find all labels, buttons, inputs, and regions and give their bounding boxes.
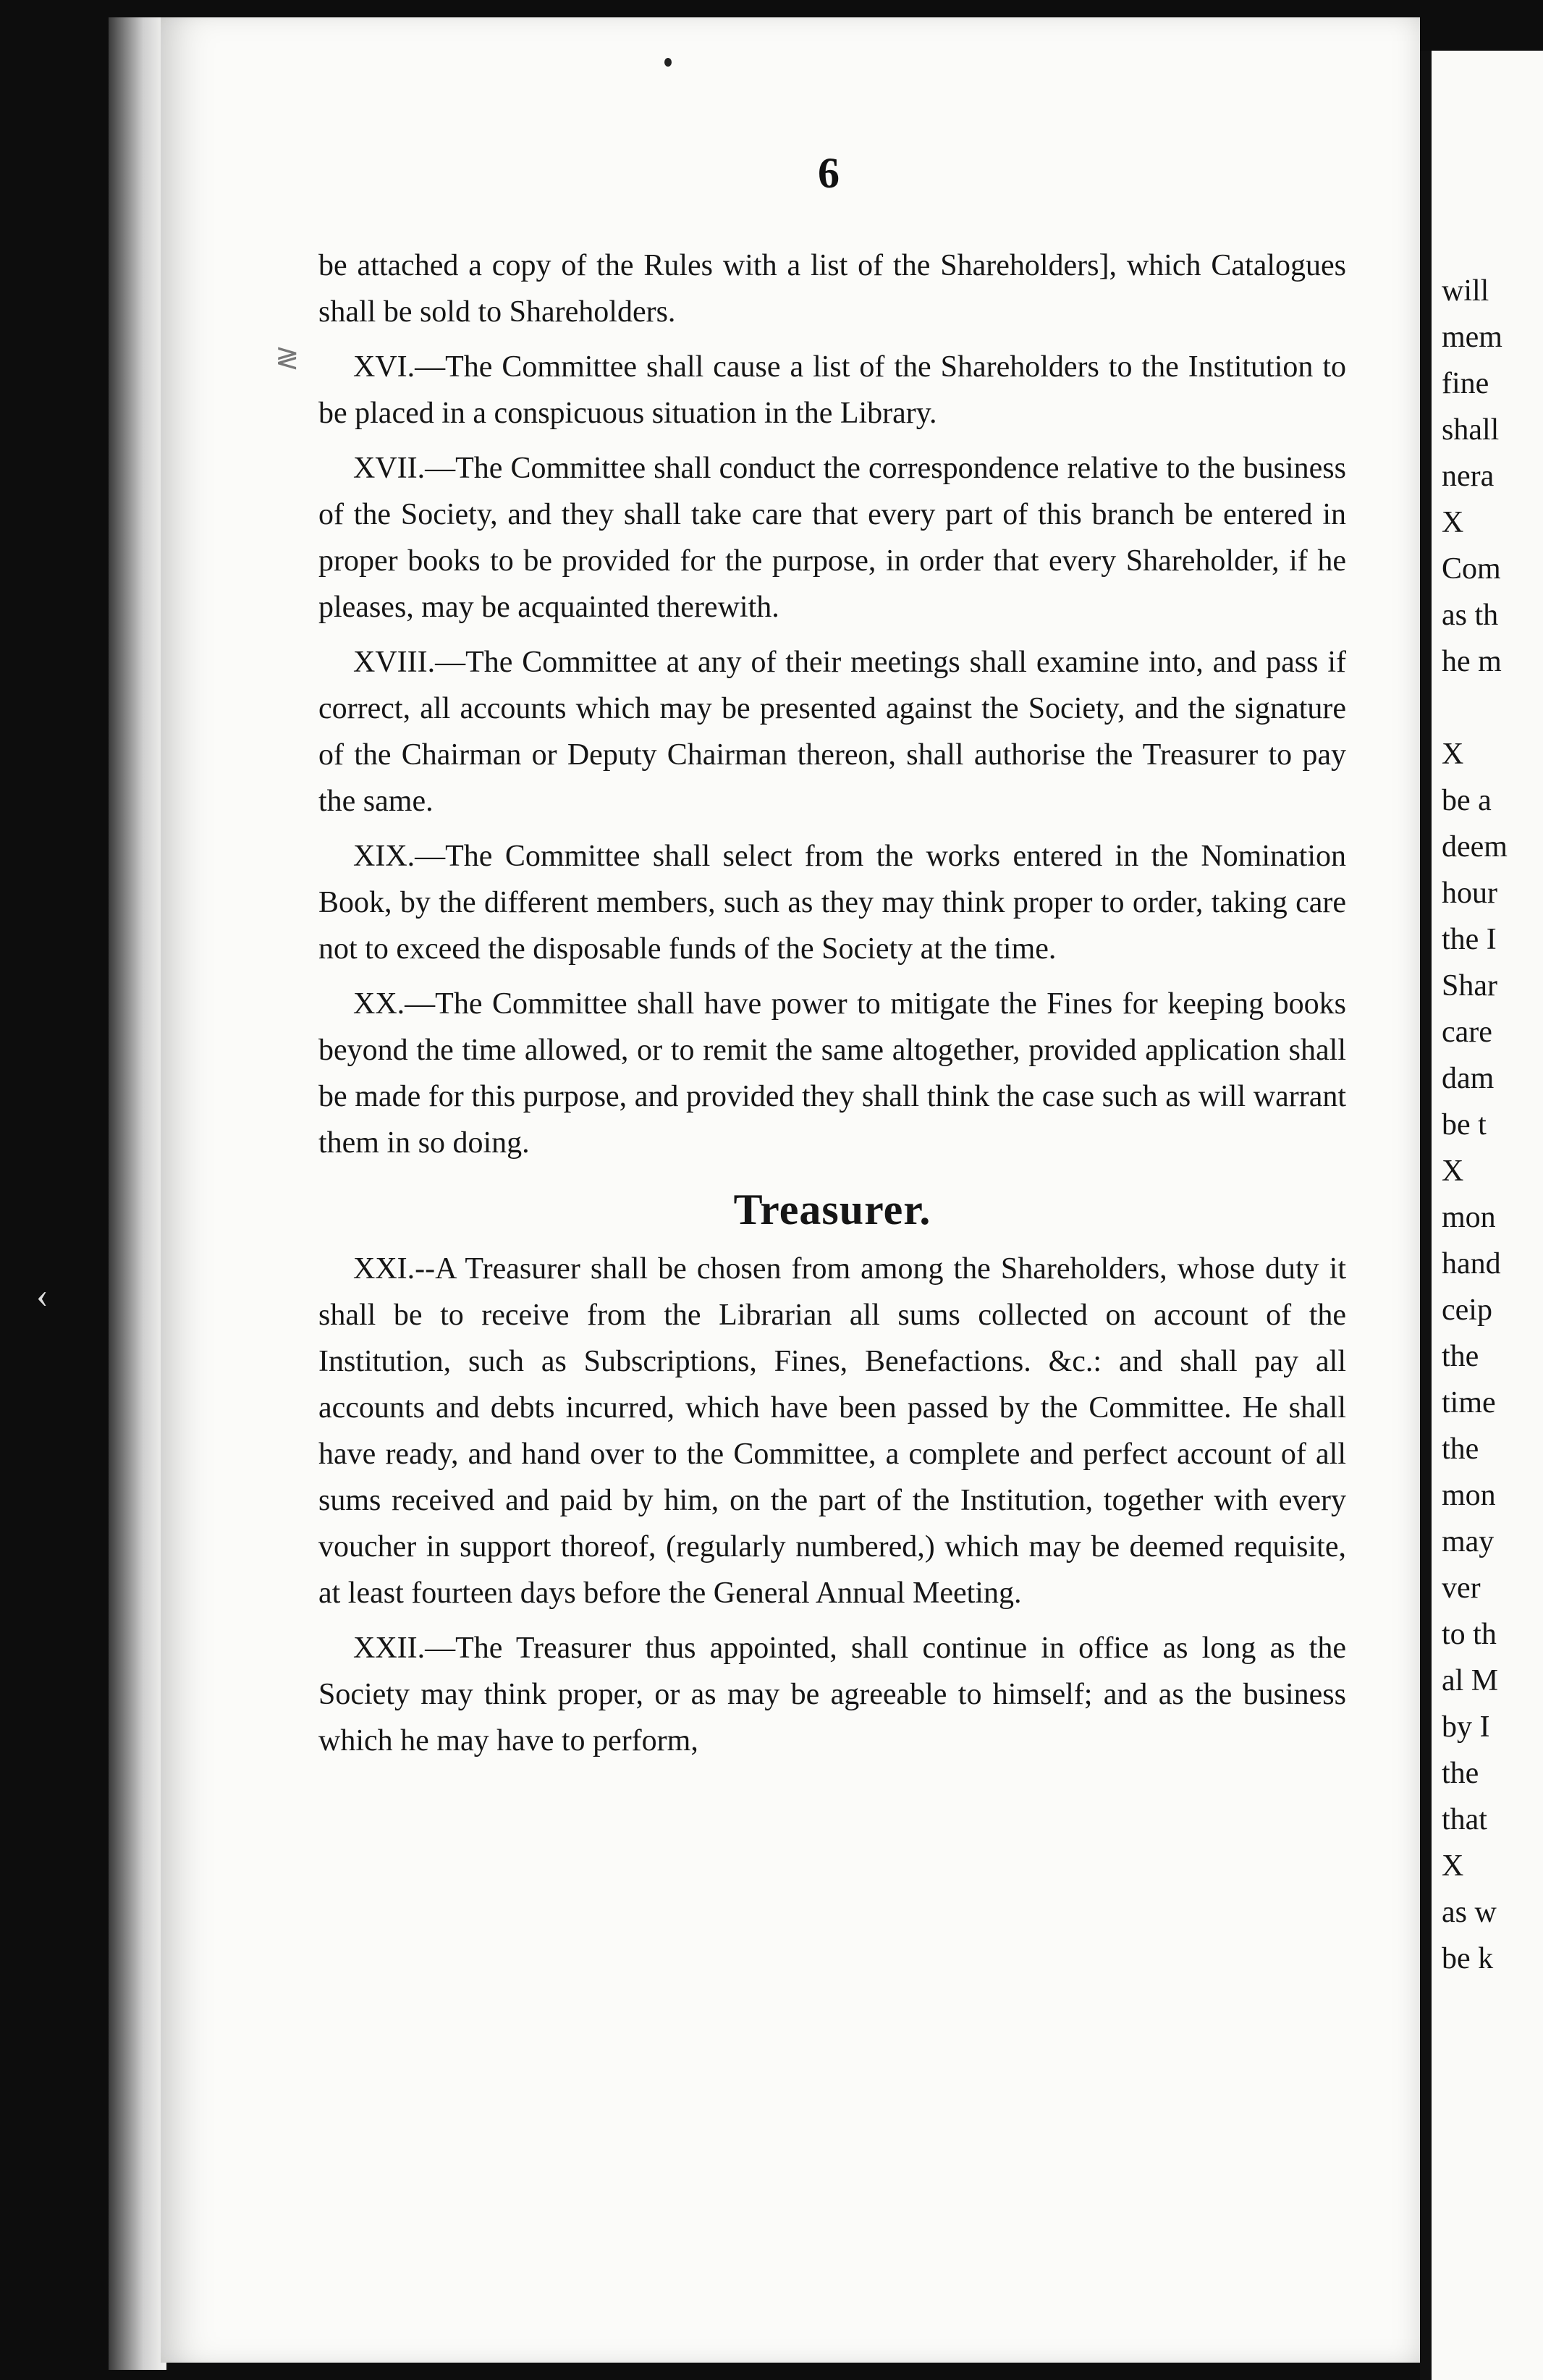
page-text <box>318 242 1346 1773</box>
right-fragment: care <box>1442 1016 1492 1049</box>
right-fragment: X <box>1442 506 1464 539</box>
right-fragment: may <box>1442 1525 1495 1558</box>
right-fragment: fine <box>1442 367 1489 400</box>
book-spine-shadow <box>109 17 166 2370</box>
right-fragment: X <box>1442 1849 1464 1883</box>
right-fragment: nera <box>1442 460 1495 493</box>
right-fragment: X <box>1442 738 1464 771</box>
margin-pencil-mark: ≷ <box>275 341 300 374</box>
right-fragment: Com <box>1442 552 1501 586</box>
right-fragment: the <box>1442 1340 1479 1373</box>
right-fragment: ceip <box>1442 1294 1492 1327</box>
right-page-text <box>1442 268 1543 1982</box>
right-fragment: Shar <box>1442 969 1497 1003</box>
page-number: 6 <box>818 149 840 197</box>
rule-xx: XX.—The Committee shall have power to mitigate the Fines for keeping books beyond the time allowed, or to remit the same altogether, provided application shall be made for this purpose, and provided they shall think the case such as will warrant them in so doing. <box>318 987 1346 1160</box>
spacer <box>1442 685 1543 731</box>
right-fragment: be a <box>1442 784 1492 817</box>
rule-xix: XIX.—The Committee shall select from the works entered in the Nomination Book, by the different members, such as they may think proper to order, taking care not to exceed the disposable funds of the Society at the time. <box>318 840 1346 966</box>
section-heading-treasurer: Treasurer. <box>733 1186 931 1233</box>
right-fragment: deem <box>1442 830 1508 864</box>
page-gutter <box>1420 51 1432 2380</box>
rule-xviii: XVIII.—The Committee at any of their meetings shall examine into, and pass if correct, all accounts which may be presented against the Society, and the signature of the Chairman or Deputy Chairman thereon, shall authorise the Treasurer to pay the same. <box>318 646 1346 818</box>
right-fragment: be k <box>1442 1942 1494 1975</box>
right-fragment: mem <box>1442 321 1502 354</box>
right-fragment: time <box>1442 1386 1496 1419</box>
right-page-edge <box>1432 51 1543 2380</box>
right-fragment: mon <box>1442 1479 1496 1512</box>
right-fragment: as th <box>1442 599 1499 632</box>
right-fragment: ver <box>1442 1571 1481 1605</box>
right-fragment: hand <box>1442 1247 1501 1280</box>
rule-xxi: XXI.--A Treasurer shall be chosen from among the Shareholders, whose duty it shall be to receive from the Librarian all sums collected on account of the Institution, such as Subscriptions, Fines, Benefactions. &c.: and shall pay all accounts and debts incurred, which have been passed by the Committee. He shall have ready, and hand over to the Committee, a complete and perfect account of all sums received and paid by him, on the part of the Institution, together with every voucher in support thoreof, (regularly numbered,) which may be deemed requisite, at least fourteen days before the General Annual Meeting. <box>318 1252 1346 1610</box>
rule-xvi: XVI.—The Committee shall cause a list of the Shareholders to the Institution to be placed in a conspicuous situation in the Library. <box>318 350 1346 430</box>
right-fragment: mon <box>1442 1201 1496 1234</box>
right-fragment: al M <box>1442 1664 1499 1697</box>
rule-xvii: XVII.—The Committee shall conduct the correspondence relative to the business of the Society, and they shall take care that every part of this branch be entered in proper books to be provided for the purpose, in order that every Shareholder, if he pleases, may be acquainted therewith. <box>318 452 1346 624</box>
margin-bracket-mark: ‹ <box>36 1275 48 1315</box>
right-fragment: to th <box>1442 1618 1497 1651</box>
ink-speck <box>664 58 672 67</box>
right-fragment: hour <box>1442 877 1497 910</box>
paragraph-continuation: be attached a copy of the Rules with a list of the Shareholders], which Catalogues shall be sold to Shareholders. <box>318 249 1346 329</box>
right-fragment: that <box>1442 1803 1487 1836</box>
right-fragment: shall <box>1442 413 1500 447</box>
right-fragment: by I <box>1442 1710 1490 1744</box>
right-fragment: X <box>1442 1155 1464 1188</box>
right-fragment: the <box>1442 1432 1479 1466</box>
right-fragment: be t <box>1442 1108 1487 1142</box>
right-fragment: the <box>1442 1757 1479 1790</box>
right-fragment: he m <box>1442 645 1502 678</box>
right-fragment: as w <box>1442 1896 1497 1929</box>
right-fragment: the I <box>1442 923 1497 956</box>
right-fragment: dam <box>1442 1062 1495 1095</box>
right-fragment: will <box>1442 274 1489 308</box>
rule-xxii: XXII.—The Treasurer thus appointed, shall continue in office as long as the Society may think proper, or as may be agreeable to himself; and as the business which he may have to perform, <box>318 1632 1346 1757</box>
